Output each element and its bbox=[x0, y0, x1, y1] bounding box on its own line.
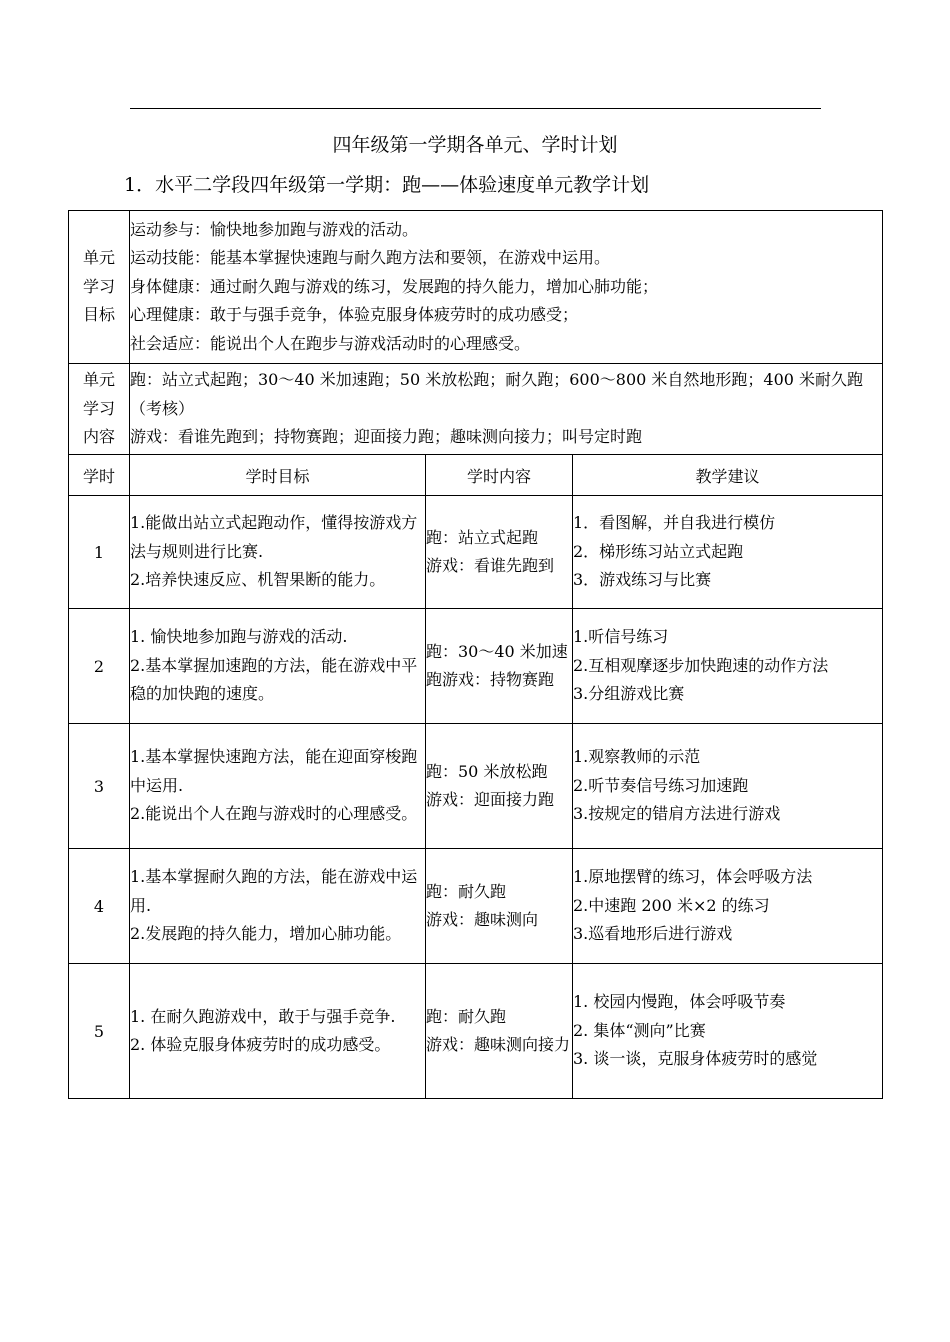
lesson-goals: 1.基本掌握快速跑方法，能在迎面穿梭跑中运用. 2.能说出个人在跑与游戏时的心理感受。 bbox=[130, 724, 426, 849]
unit-plan-table bbox=[68, 210, 883, 1099]
lesson-goals: 1. 愉快地参加跑与游戏的活动. 2.基本掌握加速跑的方法，能在游戏中平稳的加快跑的速度。 bbox=[130, 609, 426, 724]
table-row bbox=[69, 964, 883, 1099]
document-subtitle: 1．水平二学段四年级第一学期：跑——体验速度单元教学计划 bbox=[124, 174, 650, 196]
unit-content-label: 单元 学习 内容 bbox=[69, 364, 130, 455]
lesson-number: 1 bbox=[69, 496, 130, 609]
lesson-number: 3 bbox=[69, 724, 130, 849]
goal-line: 心理健康：敢于与强手竞争，体验克服身体疲劳时的成功感受； bbox=[130, 305, 579, 325]
lesson-content: 跑：耐久跑 游戏：趣味测向 bbox=[426, 849, 573, 964]
table-row bbox=[69, 609, 883, 724]
header-lesson-content: 学时内容 bbox=[426, 455, 573, 496]
document-title: 四年级第一学期各单元、学时计划 bbox=[332, 134, 618, 156]
goal-line: 运动技能：能基本掌握快速跑与耐久跑方法和要领，在游戏中运用。 bbox=[130, 248, 611, 268]
goal-line: 身体健康：通过耐久跑与游戏的练习，发展跑的持久能力，增加心肺功能； bbox=[130, 276, 659, 296]
unit-content-text bbox=[130, 364, 883, 455]
teaching-advice: 1.听信号练习 2.互相观摩逐步加快跑速的动作方法 3.分组游戏比赛 bbox=[573, 609, 883, 724]
goal-line: 社会适应：能说出个人在跑步与游戏活动时的心理感受。 bbox=[130, 333, 531, 353]
header-lesson: 学时 bbox=[69, 455, 130, 496]
lesson-number: 4 bbox=[69, 849, 130, 964]
lesson-goals: 1.基本掌握耐久跑的方法，能在游戏中运用. 2.发展跑的持久能力，增加心肺功能。 bbox=[130, 849, 426, 964]
teaching-advice: 1.观察教师的示范 2.听节奏信号练习加速跑 3.按规定的错肩方法进行游戏 bbox=[573, 724, 883, 849]
lesson-content: 跑：30～40 米加速跑游戏：持物赛跑 bbox=[426, 609, 573, 724]
lesson-content: 跑：耐久跑 游戏：趣味测向接力 bbox=[426, 964, 573, 1099]
teaching-advice: 1.原地摆臂的练习，体会呼吸方法 2.中速跑 200 米×2 的练习 3.巡看地形后进行游戏 bbox=[573, 849, 883, 964]
lesson-goals: 1.能做出站立式起跑动作，懂得按游戏方法与规则进行比赛. 2.培养快速反应、机智果断的能力。 bbox=[130, 496, 426, 609]
unit-goals-label: 单元 学习 目标 bbox=[69, 211, 130, 364]
header-teaching-advice: 教学建议 bbox=[573, 455, 883, 496]
lesson-content: 跑：50 米放松跑 游戏：迎面接力跑 bbox=[426, 724, 573, 849]
table-row bbox=[69, 496, 883, 609]
lesson-number: 5 bbox=[69, 964, 130, 1099]
lesson-content: 跑：站立式起跑 游戏：看谁先跑到 bbox=[426, 496, 573, 609]
header-rule bbox=[130, 108, 821, 109]
goal-line: 运动参与：愉快地参加跑与游戏的活动。 bbox=[130, 219, 419, 239]
table-header-row bbox=[69, 455, 883, 496]
content-line: 跑：站立式起跑；30～40 米加速跑；50 米放松跑；耐久跑；600～800 米自然地形跑；400 米耐久跑（考核） bbox=[130, 370, 864, 418]
table-row bbox=[69, 849, 883, 964]
unit-content-row bbox=[69, 364, 883, 455]
header-lesson-goals: 学时目标 bbox=[130, 455, 426, 496]
table-row bbox=[69, 724, 883, 849]
unit-goals-row bbox=[69, 211, 883, 364]
unit-goals-text bbox=[130, 211, 883, 364]
lesson-goals: 1. 在耐久跑游戏中，敢于与强手竞争. 2. 体验克服身体疲劳时的成功感受。 bbox=[130, 964, 426, 1099]
teaching-advice: 1. 校园内慢跑，体会呼吸节奏 2. 集体“测向”比赛 3. 谈一谈，克服身体疲劳时的感觉 bbox=[573, 964, 883, 1099]
teaching-advice: 1．看图解，并自我进行模仿 2．梯形练习站立式起跑 3．游戏练习与比赛 bbox=[573, 496, 883, 609]
content-line: 游戏：看谁先跑到；持物赛跑；迎面接力跑；趣味测向接力；叫号定时跑 bbox=[130, 427, 643, 447]
lesson-number: 2 bbox=[69, 609, 130, 724]
